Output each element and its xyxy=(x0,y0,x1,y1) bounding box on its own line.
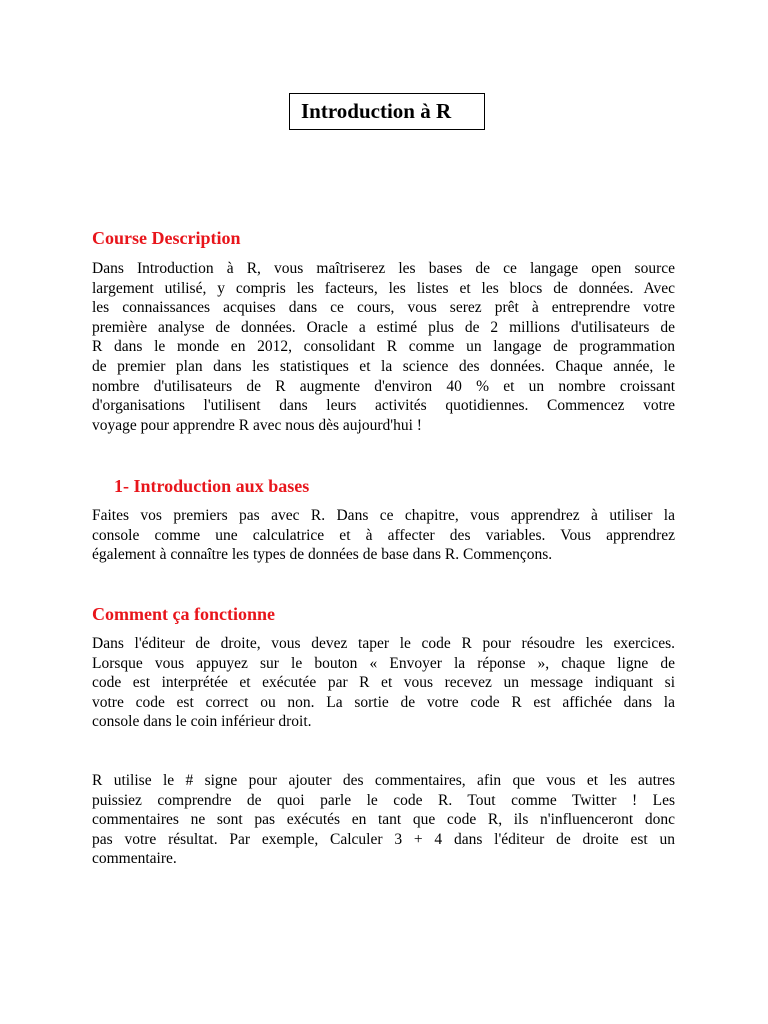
paragraph-line: code est interprétée et exécutée par R et vous recevez un message indiquant si xyxy=(92,674,675,692)
paragraph-line: Dans l'éditeur de droite, vous devez taper le code R pour résoudre les exercices. xyxy=(92,635,675,652)
paragraph-line: de premier plan dans les statistiques et la science des données. Chaque année, le xyxy=(92,357,675,375)
paragraph-line: d'organisations l'utilisent dans leurs activités quotidiennes. Commencez votre xyxy=(92,397,675,415)
paragraph-line: console comme une calculatrice et à affecter des variables. Vous apprendrez xyxy=(92,526,675,544)
paragraph-line: nombre d'utilisateurs de R augmente d'environ 40 % et un nombre croissant xyxy=(92,377,675,395)
section-heading-course-description: Course Description xyxy=(92,228,241,248)
section-heading-comment-ca-fonctionne: Comment ça fonctionne xyxy=(92,604,275,624)
paragraph-line: Lorsque vous appuyez sur le bouton « Envoyer la réponse », chaque ligne de xyxy=(92,654,675,672)
paragraph-line: commentaire. xyxy=(92,850,177,868)
paragraph-line: voyage pour apprendre R avec nous dès aujourd'hui ! xyxy=(92,416,422,434)
paragraph-line: puissiez comprendre de quoi parle le code R. Tout comme Twitter ! Les xyxy=(92,791,675,809)
paragraph-line: pas votre résultat. Par exemple, Calculer 3 + 4 dans l'éditeur de droite est un xyxy=(92,830,675,848)
paragraph-line: R dans le monde en 2012, consolidant R comme un langage de programmation xyxy=(92,338,675,356)
paragraph-comment-ca-fonctionne xyxy=(92,634,675,732)
paragraph-course-description xyxy=(92,259,675,435)
paragraph-line: également à connaître les types de données de base dans R. Commençons. xyxy=(92,546,553,564)
paragraph-line: Faites vos premiers pas avec R. Dans ce chapitre, vous apprendrez à utiliser la xyxy=(92,507,675,524)
section-heading-introduction-aux-bases: 1- Introduction aux bases xyxy=(114,476,310,496)
paragraph-line: commentaires ne sont pas exécutés en tant que code R, ils n'influenceront donc xyxy=(92,811,675,829)
paragraph-line: première analyse de données. Oracle a estimé plus de 2 millions d'utilisateurs de xyxy=(92,318,675,336)
paragraph-line: votre code est correct ou non. La sortie de votre code R est affichée dans la xyxy=(92,693,675,711)
paragraph-r-comments xyxy=(92,771,675,869)
paragraph-line: Dans Introduction à R, vous maîtriserez les bases de ce langage open source xyxy=(92,260,675,277)
paragraph-line: R utilise le # signe pour ajouter des commentaires, afin que vous et les autres xyxy=(92,772,675,789)
document-title: Introduction à R xyxy=(289,93,485,130)
paragraph-line: largement utilisé, y compris les facteurs, les listes et les blocs de données. Avec xyxy=(92,279,675,297)
paragraph-introduction-aux-bases xyxy=(92,506,675,565)
paragraph-line: les connaissances acquises dans ce cours, vous serez prêt à entreprendre votre xyxy=(92,299,675,317)
paragraph-line: console dans le coin inférieur droit. xyxy=(92,713,312,731)
